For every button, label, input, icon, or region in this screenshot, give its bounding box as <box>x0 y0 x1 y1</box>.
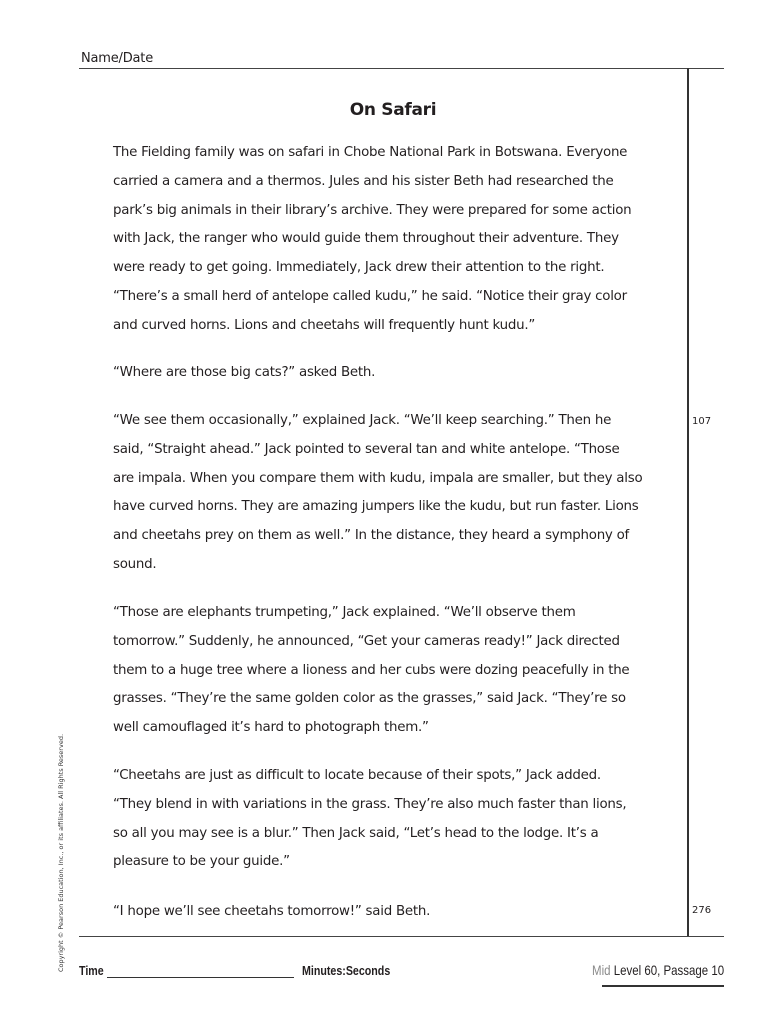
paragraph-1 <box>113 139 683 341</box>
paragraph-line: park’s big animals in their library’s archive. They were prepared for some action <box>113 202 632 218</box>
level-underline <box>602 985 724 987</box>
paragraph-3 <box>113 407 683 580</box>
paragraph-line: and cheetahs prey on them as well.” In the distance, they heard a symphony of <box>113 528 630 544</box>
paragraph-line: sound. <box>113 556 157 572</box>
header-rule <box>79 68 724 69</box>
paragraph-line: The Fielding family was on safari in Chobe National Park in Botswana. Everyone <box>113 145 628 160</box>
paragraph-line: “Cheetahs are just as difficult to locate because of their spots,” Jack added. <box>113 768 601 783</box>
paragraph-line: are impala. When you compare them with kudu, impala are smaller, but they also <box>113 470 643 486</box>
paragraph-line: pleasure to be your guide.” <box>113 854 290 870</box>
level-passage-text: Level 60, Passage 10 <box>610 962 724 978</box>
paragraph-2 <box>113 359 683 388</box>
minutes-seconds-label: Minutes:Seconds <box>302 963 391 978</box>
paragraph-line: have curved horns. They are amazing jumpers like the kudu, but run faster. Lions <box>113 499 639 515</box>
paragraph-line: and curved horns. Lions and cheetahs will frequently hunt kudu.” <box>113 317 536 333</box>
time-label: Time <box>79 963 104 978</box>
paragraph-line: so all you may see is a blur.” Then Jack said, “Let’s head to the lodge. It’s a <box>113 825 599 841</box>
paragraph-line: were ready to get going. Immediately, Jack drew their attention to the right. <box>113 260 605 276</box>
level-passage-label <box>592 962 724 978</box>
footer-rule <box>79 936 724 937</box>
paragraph-line: grasses. “They’re the same golden color as the grasses,” said Jack. “They’re so <box>113 691 626 707</box>
paragraph-line: “I hope we’ll see cheetahs tomorrow!” said Beth. <box>113 904 431 919</box>
paragraph-line: carried a camera and a thermos. Jules and his sister Beth had researched the <box>113 173 614 189</box>
name-date-label: Name/Date <box>81 51 154 66</box>
paragraph-line: said, “Straight ahead.” Jack pointed to several tan and white antelope. “Those <box>113 441 620 457</box>
paragraph-line: them to a huge tree where a lioness and her cubs were dozing peacefully in the <box>113 662 630 678</box>
passage-title: On Safari <box>349 100 437 120</box>
paragraph-line: well camouflaged it’s hard to photograph them.” <box>113 720 429 736</box>
paragraph-line: “They blend in with variations in the grass. They’re also much faster than lions, <box>113 796 627 812</box>
paragraph-6 <box>113 898 683 927</box>
paragraph-5 <box>113 762 683 877</box>
paragraph-line: with Jack, the ranger who would guide them throughout their adventure. They <box>113 231 619 247</box>
time-blank-line <box>107 977 294 978</box>
word-count-marker: 107 <box>692 416 712 427</box>
word-count-column-rule <box>687 68 689 936</box>
paragraph-line: “Where are those big cats?” asked Beth. <box>113 365 376 380</box>
level-mid-label: Mid <box>591 962 611 978</box>
copyright-notice: Copyright © Pearson Education, Inc., or its affiliates. All Rights Reserved. <box>57 733 65 973</box>
paragraph-line: “We see them occasionally,” explained Jack. “We’ll keep searching.” Then he <box>113 413 612 428</box>
paragraph-line: “Those are elephants trumpeting,” Jack explained. “We’ll observe them <box>113 605 576 620</box>
paragraph-4 <box>113 599 683 743</box>
paragraph-line: tomorrow.” Suddenly, he announced, “Get your cameras ready!” Jack directed <box>113 633 620 649</box>
paragraph-line: “There’s a small herd of antelope called kudu,” he said. “Notice their gray color <box>113 288 627 304</box>
word-count-marker: 276 <box>692 905 712 916</box>
